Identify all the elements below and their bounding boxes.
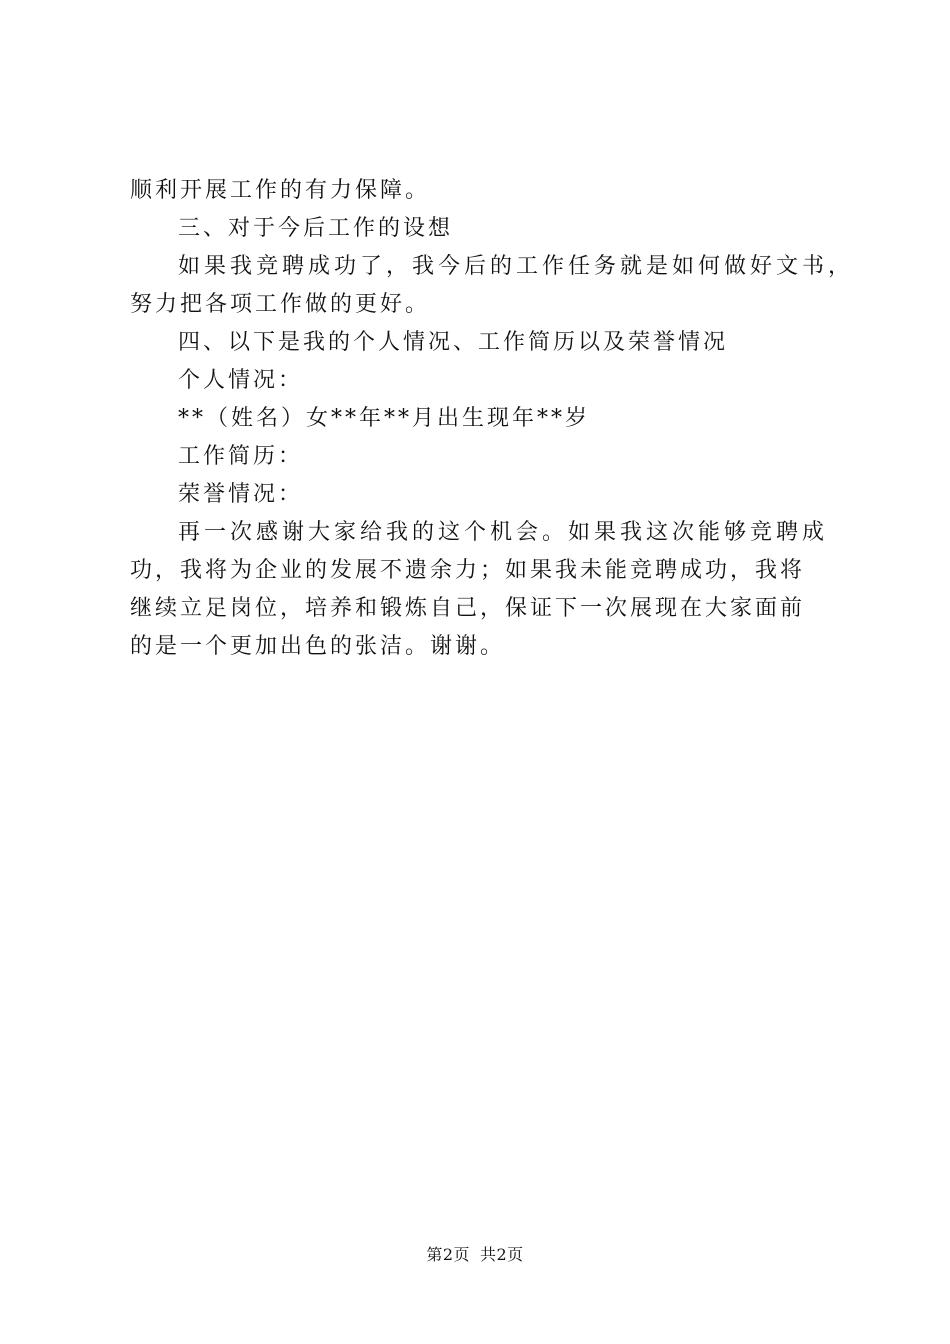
work-history-label: 工作简历：	[178, 444, 304, 469]
personal-info-value: **（姓名）女**年**月出生现年**岁	[178, 406, 591, 431]
page-number-current: 第2页	[426, 1245, 470, 1264]
paragraph-line: 顺利开展工作的有力保障。	[130, 178, 431, 203]
paragraph-line: 如果我竞聘成功了，我今后的工作任务就是如何做好文书，	[178, 254, 855, 279]
page-number-total: 共2页	[480, 1245, 524, 1264]
paragraph-line: 功，我将为企业的发展不遗余力；如果我未能竞聘成功，我将	[130, 558, 806, 583]
paragraph-line: 努力把各项工作做的更好。	[130, 292, 431, 317]
paragraph-line: 继续立足岗位，培养和锻炼自己，保证下一次展现在大家面前	[130, 596, 806, 621]
paragraph-line: 再一次感谢大家给我的这个机会。如果我这次能够竞聘成	[178, 520, 829, 545]
document-body	[130, 172, 855, 666]
section-heading-3: 三、对于今后工作的设想	[178, 216, 454, 241]
page-footer	[0, 1242, 950, 1265]
personal-info-label: 个人情况：	[178, 368, 304, 393]
honors-label: 荣誉情况：	[178, 482, 304, 507]
paragraph-line: 的是一个更加出色的张洁。谢谢。	[130, 634, 506, 659]
section-heading-4: 四、以下是我的个人情况、工作简历以及荣誉情况	[178, 330, 729, 355]
